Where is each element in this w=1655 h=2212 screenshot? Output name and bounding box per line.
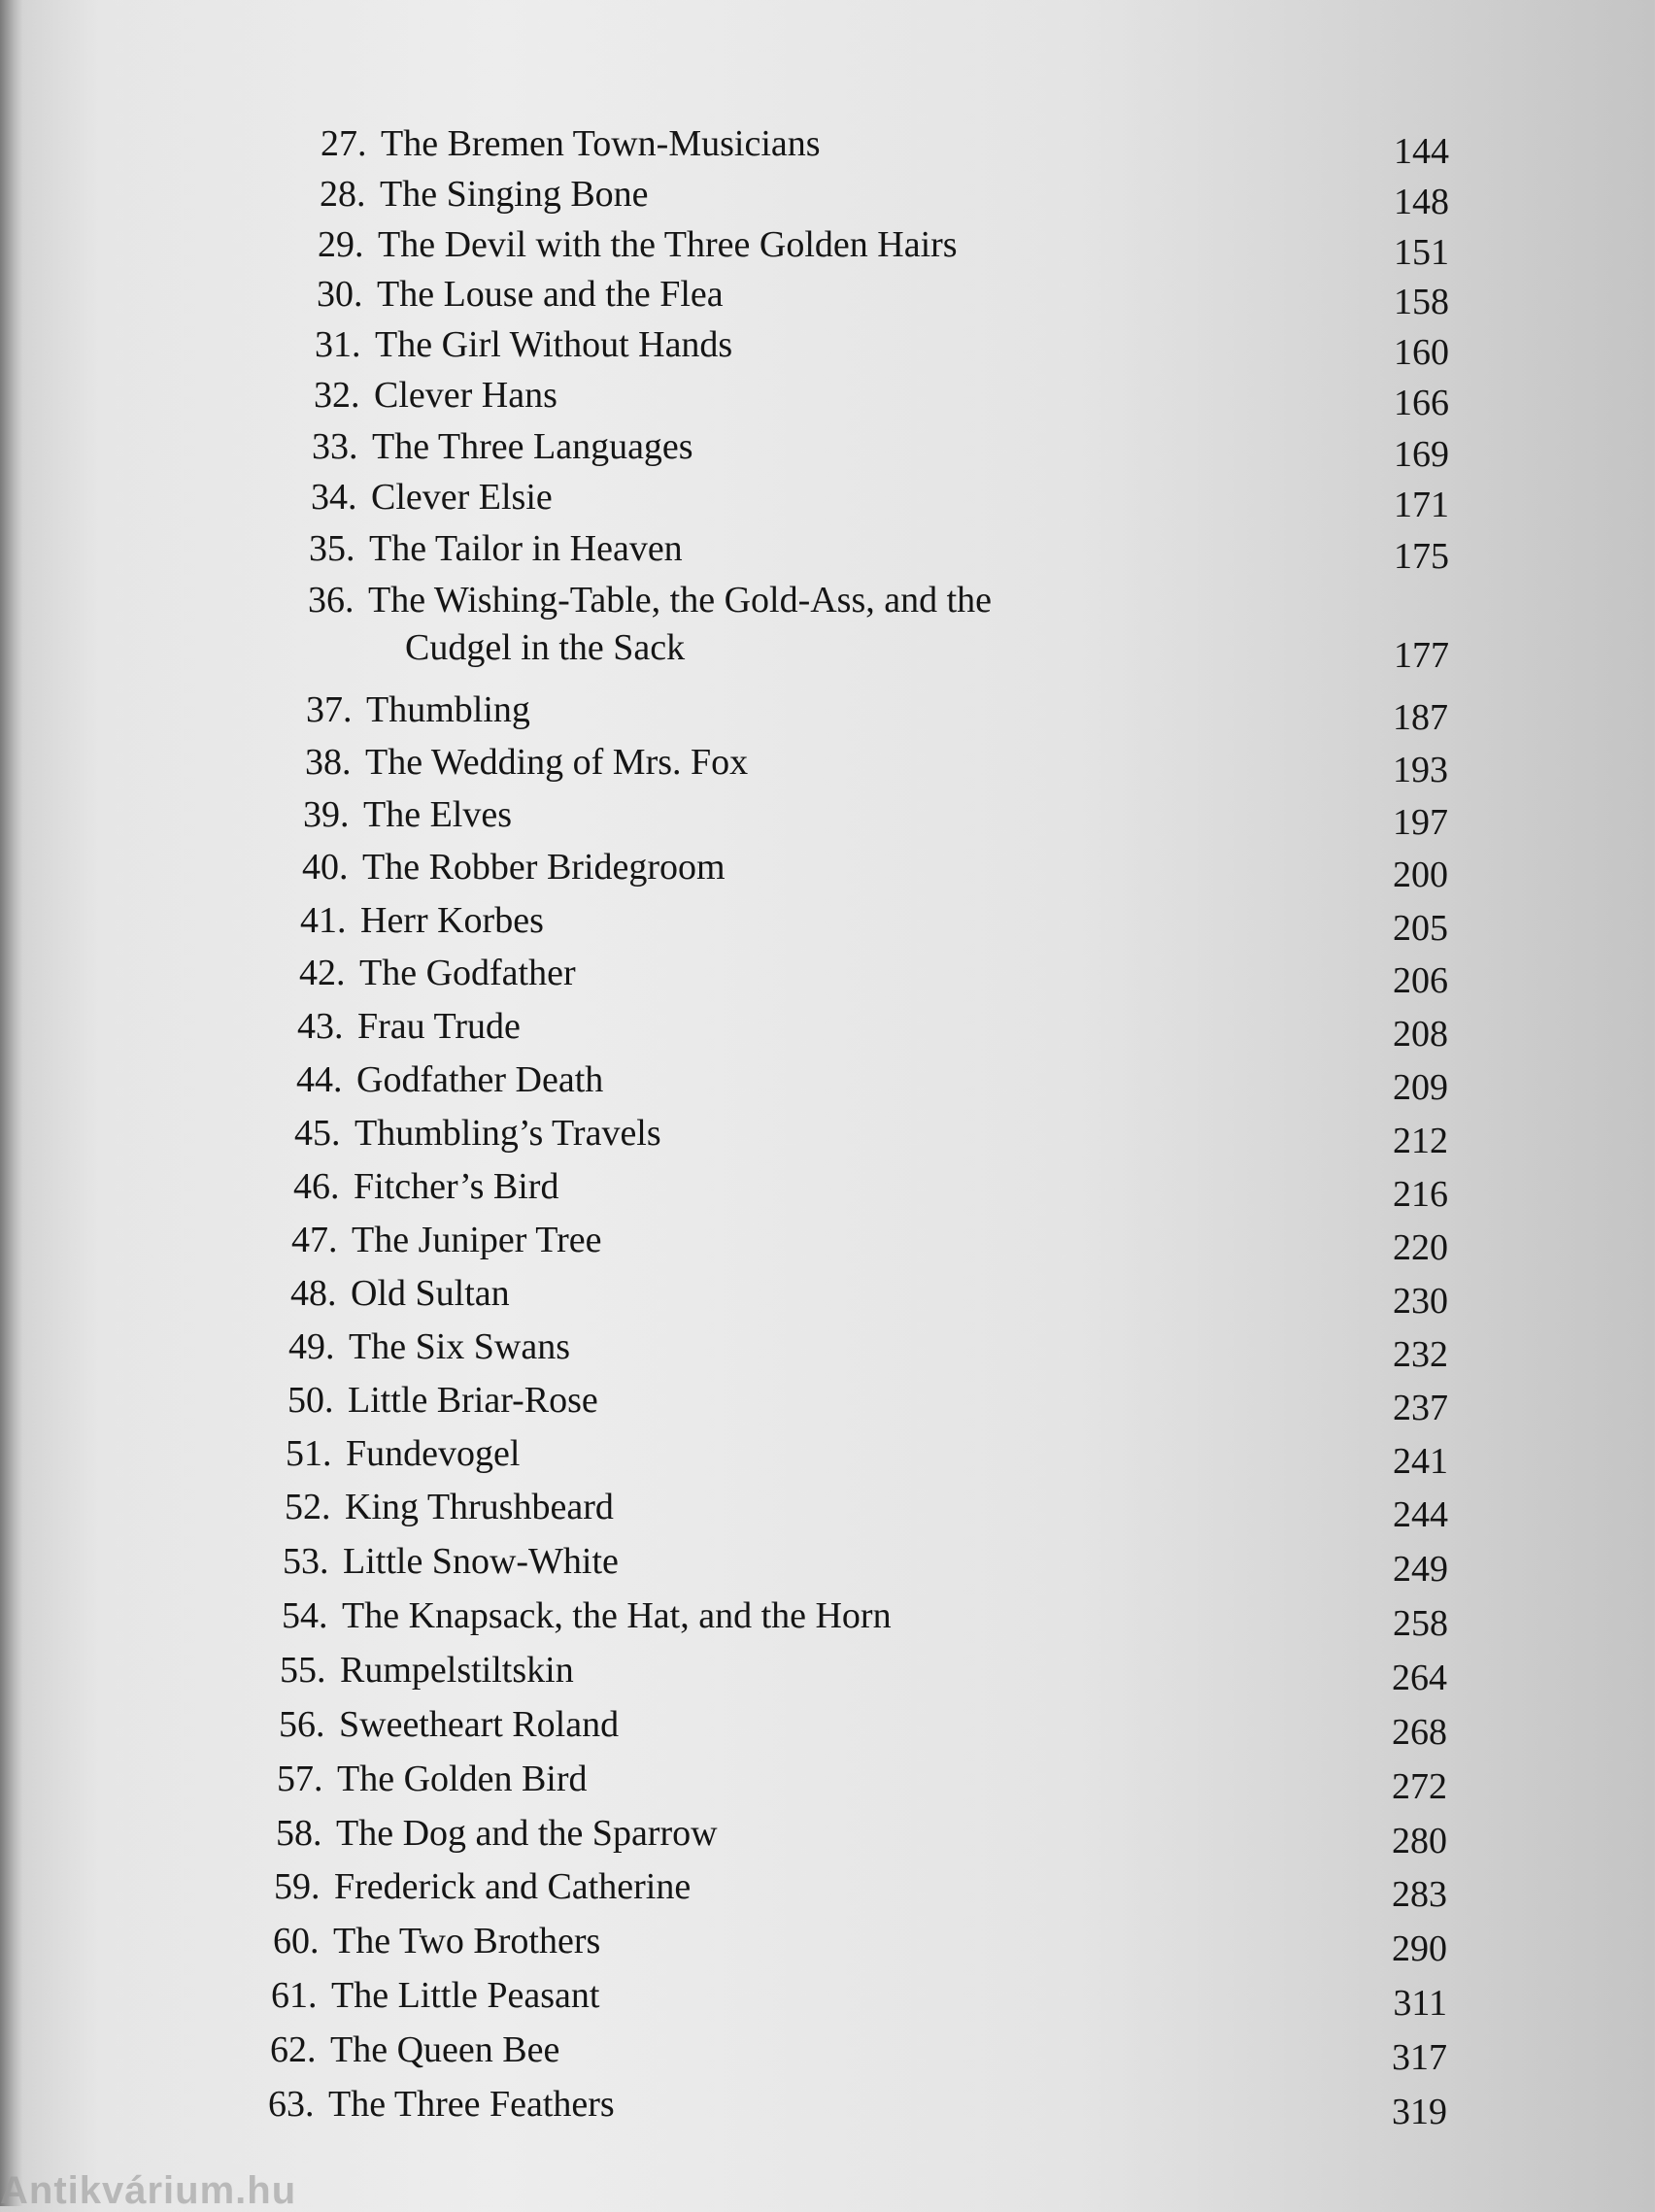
toc-entry-number: 29. xyxy=(318,224,364,265)
toc-entry-title: The Golden Bird xyxy=(337,1759,588,1799)
toc-entry-number: 62. xyxy=(270,2029,317,2070)
toc-entry-title: The Wishing-Table, the Gold-Ass, and the xyxy=(368,580,993,620)
toc-entry-page-number: 175 xyxy=(1394,536,1449,577)
toc-entry-title: King Thrushbeard xyxy=(345,1487,614,1527)
toc-entry-number: 40. xyxy=(302,847,349,888)
toc-entry-page-number: 280 xyxy=(1392,1821,1447,1861)
toc-entry-number: 34. xyxy=(311,477,357,518)
toc-entry-page-number: 244 xyxy=(1393,1494,1448,1535)
toc-entry-page-number: 166 xyxy=(1394,383,1449,423)
toc-entry-number: 37. xyxy=(306,689,353,730)
toc-entry-number: 43. xyxy=(297,1006,344,1047)
toc-entry-page-number: 148 xyxy=(1394,182,1449,222)
toc-entry-title: The Queen Bee xyxy=(330,2029,560,2070)
toc-entry-page-number: 264 xyxy=(1392,1658,1447,1698)
toc-entry-number: 41. xyxy=(300,900,347,941)
toc-entry-page-number: 220 xyxy=(1393,1227,1448,1268)
toc-entry-title: The Six Swans xyxy=(349,1326,570,1367)
toc-entry-number: 51. xyxy=(286,1433,332,1474)
toc-entry-number: 48. xyxy=(290,1273,337,1314)
toc-entry-title: Little Snow-White xyxy=(343,1541,619,1582)
toc-entry-page-number: 197 xyxy=(1393,802,1448,843)
toc-entry-title: Fundevogel xyxy=(346,1433,521,1474)
toc-entry-number: 44. xyxy=(296,1059,343,1100)
toc-entry-number: 35. xyxy=(309,528,355,569)
toc-entry-title: The Tailor in Heaven xyxy=(369,528,683,569)
toc-entry-title-continuation: Cudgel in the Sack xyxy=(405,627,686,668)
toc-entry-title: The Three Feathers xyxy=(328,2084,615,2125)
toc-entry-title: Little Briar-Rose xyxy=(348,1380,598,1421)
toc-entry-number: 60. xyxy=(273,1921,320,1961)
toc-entry-page-number: 209 xyxy=(1393,1067,1448,1108)
toc-entry-title: Herr Korbes xyxy=(360,900,544,941)
toc-entry-page-number: 206 xyxy=(1393,960,1448,1001)
toc-entry-page-number: 258 xyxy=(1393,1603,1448,1644)
toc-entry-page-number: 160 xyxy=(1394,332,1449,373)
toc-entry-number: 58. xyxy=(276,1813,322,1854)
toc-entry-number: 57. xyxy=(277,1759,323,1799)
toc-entry-number: 46. xyxy=(293,1166,340,1207)
toc-entry-title: The Robber Bridegroom xyxy=(362,847,726,888)
toc-entry-page-number: 230 xyxy=(1393,1281,1448,1322)
toc-entry-page-number: 319 xyxy=(1392,2092,1447,2132)
toc-entry-number: 59. xyxy=(274,1866,321,1907)
toc-entry-number: 30. xyxy=(317,274,363,315)
toc-entry-page-number: 205 xyxy=(1393,908,1448,949)
toc-entry-title: Clever Elsie xyxy=(371,477,553,518)
toc-entry-page-number: 177 xyxy=(1394,635,1449,676)
toc-entry-title: The Two Brothers xyxy=(333,1921,601,1961)
watermark: Antikvárium.hu xyxy=(0,2169,297,2212)
toc-entry-number: 61. xyxy=(271,1975,318,2016)
toc-entry-page-number: 158 xyxy=(1394,282,1449,322)
toc-entry-number: 33. xyxy=(312,426,358,467)
toc-entry-title: The Godfather xyxy=(359,953,576,993)
toc-entry-number: 54. xyxy=(282,1595,328,1636)
toc-entry-number: 31. xyxy=(315,324,361,365)
toc-entry-page-number: 169 xyxy=(1394,434,1449,475)
toc-entry-title: Clever Hans xyxy=(374,375,557,416)
toc-entry-page-number: 249 xyxy=(1393,1549,1448,1590)
toc-entry-title: The Louse and the Flea xyxy=(377,274,724,315)
toc-entry-title: The Bremen Town-Musicians xyxy=(381,123,821,164)
toc-entry-title: The Elves xyxy=(363,794,513,835)
toc-entry-title: The Devil with the Three Golden Hairs xyxy=(378,224,958,265)
toc-entry-title: The Singing Bone xyxy=(380,174,649,215)
toc-entry-page-number: 200 xyxy=(1393,855,1448,895)
toc-entry-number: 38. xyxy=(305,742,352,783)
toc-entry-page-number: 268 xyxy=(1392,1712,1447,1753)
toc-entry-page-number: 193 xyxy=(1393,750,1448,790)
toc-entry-page-number: 144 xyxy=(1394,131,1449,172)
toc-entry-number: 39. xyxy=(303,794,350,835)
toc-entry-page-number: 171 xyxy=(1394,485,1449,525)
toc-entry-title: The Juniper Tree xyxy=(352,1220,602,1260)
toc-entry-number: 28. xyxy=(320,174,366,215)
toc-entry-number: 42. xyxy=(299,953,346,993)
toc-entry-title: The Knapsack, the Hat, and the Horn xyxy=(342,1595,892,1636)
toc-entry-page-number: 208 xyxy=(1393,1014,1448,1055)
toc-entry-number: 45. xyxy=(294,1113,341,1154)
toc-entry-title: Thumbling xyxy=(366,689,530,730)
toc-entry-page-number: 272 xyxy=(1392,1766,1447,1807)
toc-entry-title: The Three Languages xyxy=(372,426,693,467)
toc-entry-page-number: 216 xyxy=(1393,1174,1448,1215)
toc-entry-number: 56. xyxy=(279,1704,325,1745)
toc-entry-number: 47. xyxy=(291,1220,338,1260)
toc-entry-title: The Girl Without Hands xyxy=(375,324,733,365)
toc-entry-title: Thumbling’s Travels xyxy=(355,1113,661,1154)
toc-entry-number: 63. xyxy=(268,2084,315,2125)
toc-entry-number: 32. xyxy=(314,375,360,416)
toc-entry-title: Sweetheart Roland xyxy=(339,1704,620,1745)
toc-entry-title: The Little Peasant xyxy=(331,1975,600,2016)
toc-entry-title: Fitcher’s Bird xyxy=(354,1166,559,1207)
toc-entry-page-number: 232 xyxy=(1393,1334,1448,1375)
toc-entry-number: 49. xyxy=(288,1326,335,1367)
toc-entry-number: 36. xyxy=(308,580,355,620)
toc-entry-page-number: 311 xyxy=(1393,1983,1447,2024)
toc-entry-page-number: 151 xyxy=(1394,232,1449,273)
toc-entry-title: The Dog and the Sparrow xyxy=(336,1813,718,1854)
toc-entry-number: 52. xyxy=(285,1487,331,1527)
toc-entry-title: Rumpelstiltskin xyxy=(340,1650,574,1691)
toc-entry-number: 27. xyxy=(321,123,367,164)
toc-entry-page-number: 241 xyxy=(1393,1441,1448,1482)
toc-entry-page-number: 283 xyxy=(1392,1874,1447,1915)
toc-entry-title: Godfather Death xyxy=(356,1059,604,1100)
toc-entry-page-number: 317 xyxy=(1392,2037,1447,2078)
toc-entry-number: 55. xyxy=(280,1650,326,1691)
toc-entry-page-number: 237 xyxy=(1393,1388,1448,1428)
toc-entry-number: 50. xyxy=(287,1380,334,1421)
toc-entry-page-number: 212 xyxy=(1393,1121,1448,1161)
toc-entry-title: Old Sultan xyxy=(351,1273,510,1314)
toc-entry-page-number: 187 xyxy=(1393,697,1448,738)
toc-entry-title: Frederick and Catherine xyxy=(334,1866,692,1907)
toc-entry-number: 53. xyxy=(283,1541,329,1582)
toc-entry-title: Frau Trude xyxy=(357,1006,521,1047)
toc-entry-page-number: 290 xyxy=(1392,1928,1447,1969)
toc-entry-title: The Wedding of Mrs. Fox xyxy=(365,742,749,783)
